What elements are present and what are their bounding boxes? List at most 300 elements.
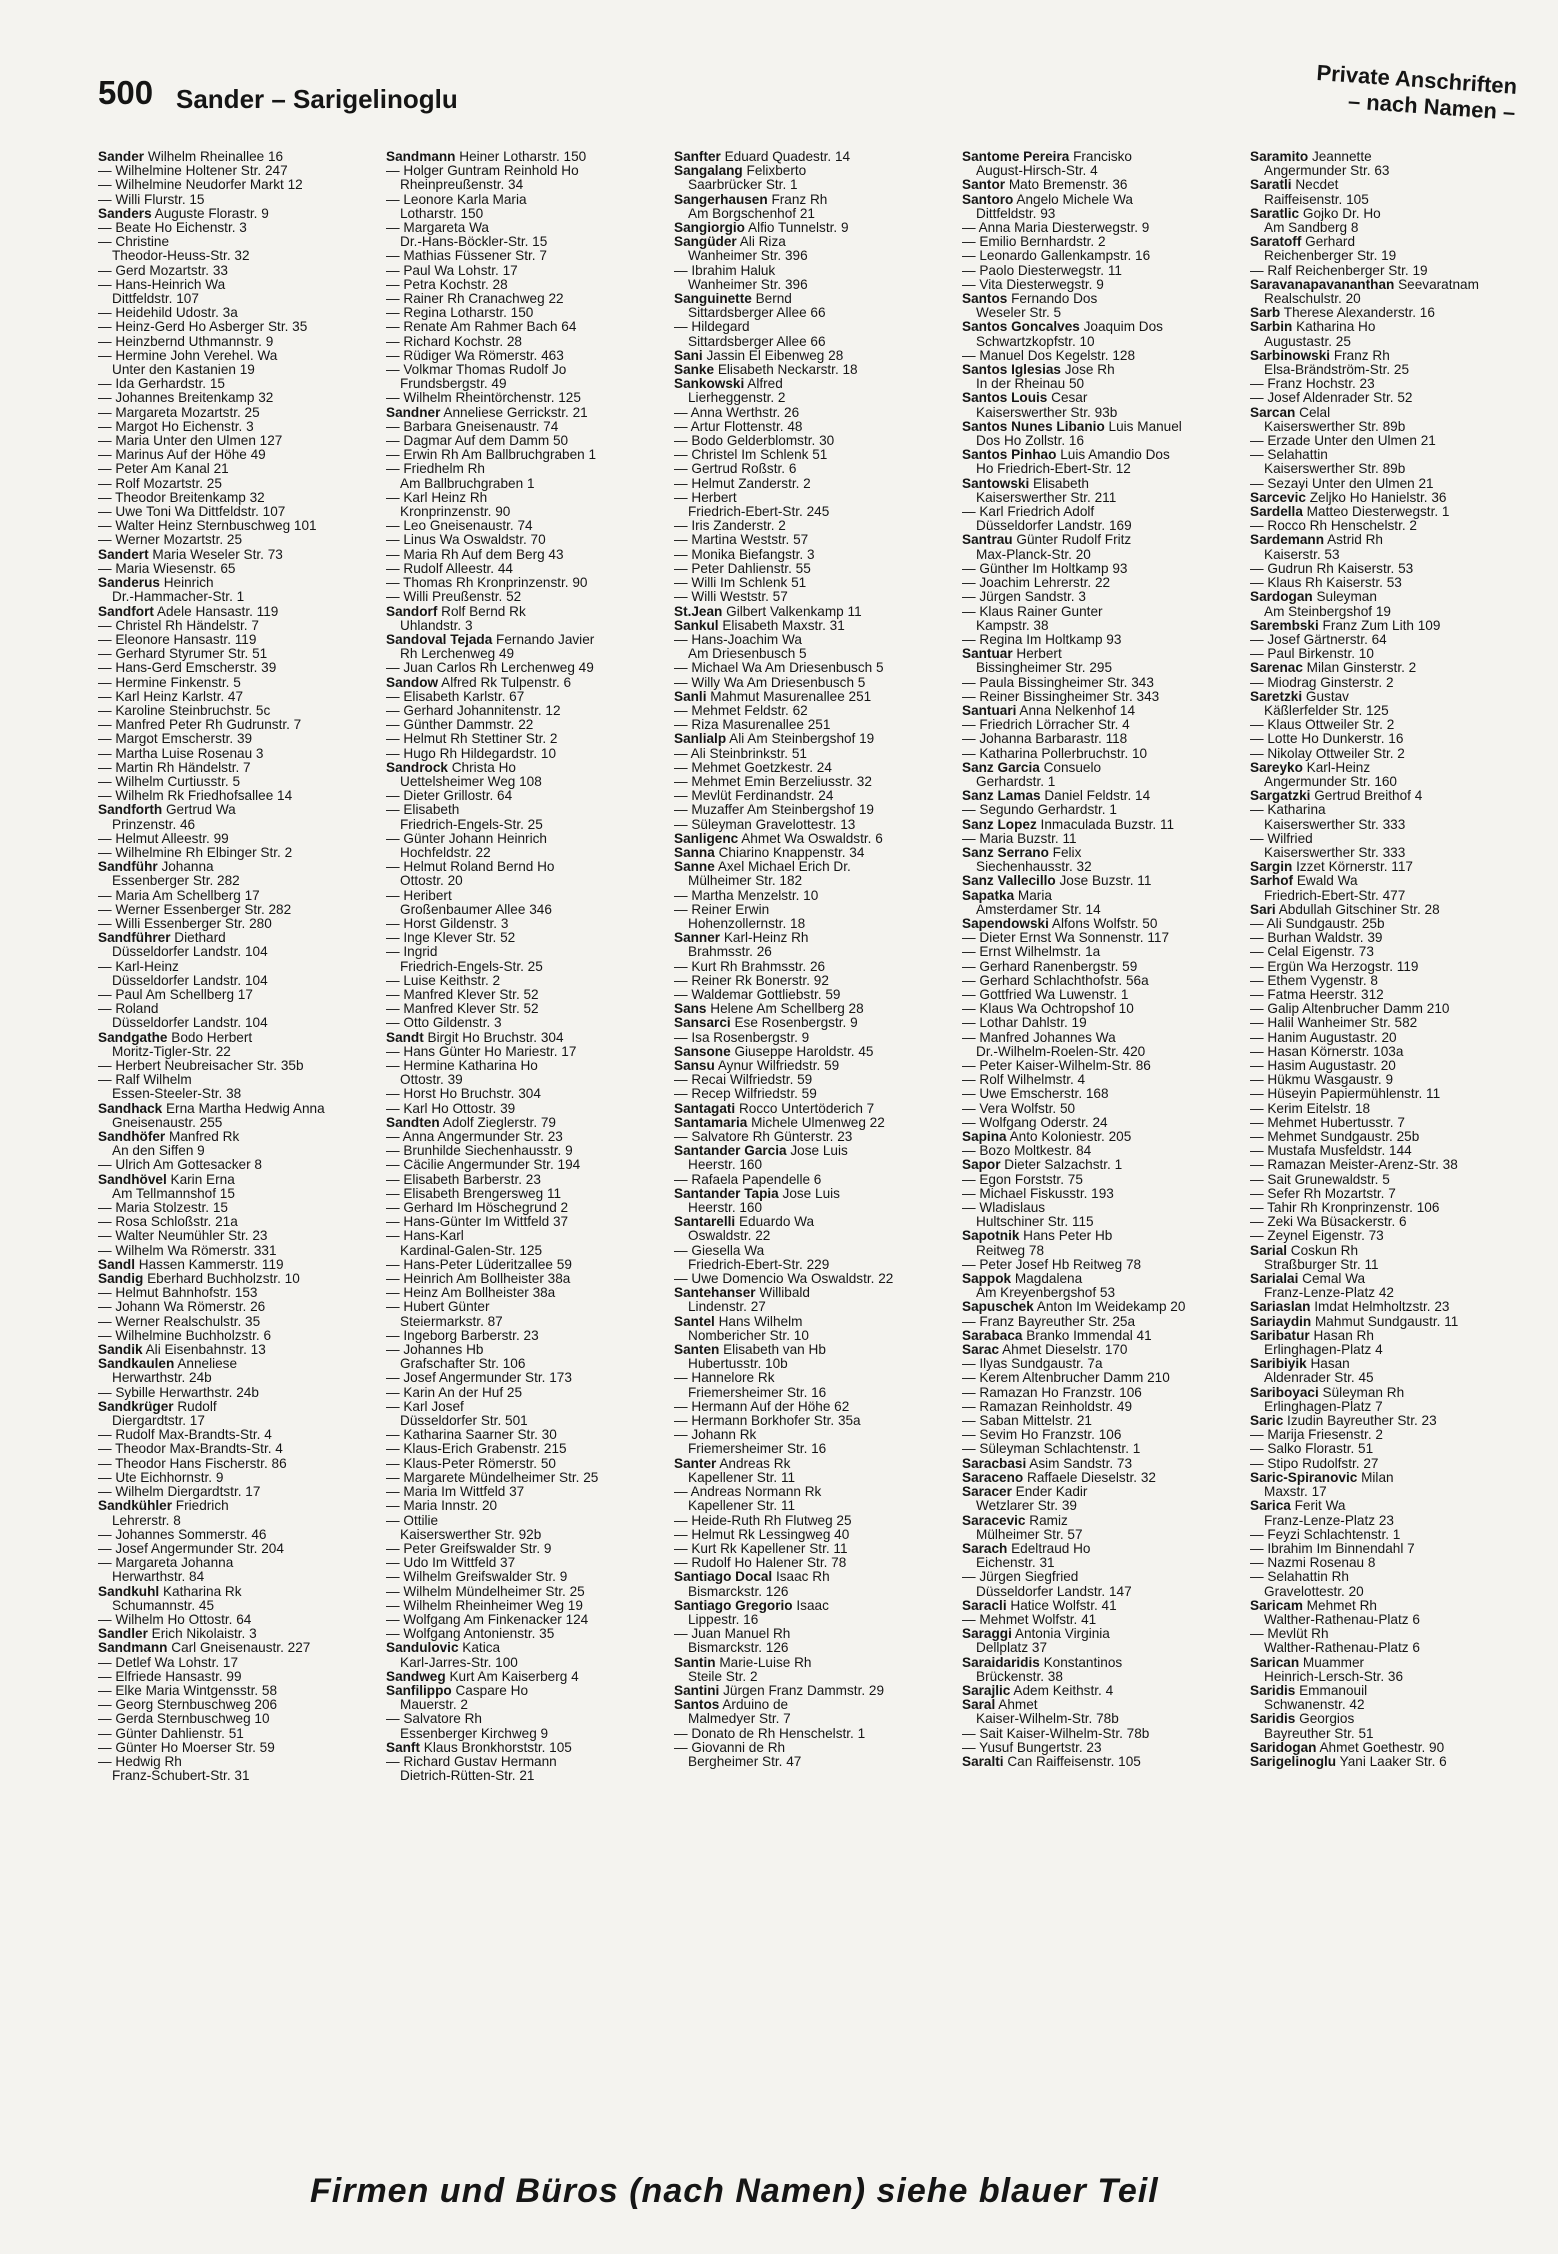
entry-surname: Sarajlic	[962, 1683, 1011, 1698]
directory-entry	[98, 1414, 376, 1428]
directory-entry	[962, 1457, 1240, 1471]
entry-text: Giuseppe Haroldstr. 45	[730, 1044, 874, 1059]
directory-entry	[98, 732, 376, 746]
entry-text: Mahmut Masurenallee 251	[706, 689, 872, 704]
entry-text: — Mevlüt Ferdinandstr. 24	[674, 789, 834, 804]
entry-text: — Volkmar Thomas Rudolf Jo	[386, 363, 567, 378]
entry-text: — Stipo Rudolfstr. 27	[1250, 1456, 1379, 1471]
directory-entry	[386, 1371, 664, 1385]
entry-text: — Paul Birkenstr. 10	[1250, 647, 1374, 662]
entry-surname: Sandulovic	[386, 1641, 459, 1656]
directory-entry	[386, 1599, 664, 1613]
entry-text: Siechenhausstr. 32	[976, 860, 1092, 875]
entry-surname: Saric-Spiranovic	[1250, 1470, 1358, 1485]
entry-surname: Sarica	[1250, 1499, 1291, 1514]
entry-text: Ali Am Steinbergshof 19	[726, 732, 875, 747]
directory-entry	[1250, 1755, 1528, 1769]
directory-entry	[98, 406, 376, 420]
directory-entry	[674, 221, 952, 235]
entry-text: — Theodor Max-Brandts-Str. 4	[98, 1442, 283, 1457]
entry-surname: Sandkaulen	[98, 1357, 175, 1372]
entry-text: — Manfred Johannes Wa	[962, 1030, 1116, 1045]
directory-entry	[674, 306, 952, 320]
entry-text: Grafschafter Str. 106	[400, 1357, 526, 1372]
entry-text: Düsseldorfer Landstr. 104	[112, 945, 268, 960]
entry-text: — Egon Forststr. 75	[962, 1172, 1083, 1187]
entry-text: Jassin El Eibenweg 28	[702, 348, 844, 363]
directory-entry	[962, 1187, 1240, 1201]
directory-entry	[674, 974, 952, 988]
directory-entry	[1250, 576, 1528, 590]
directory-entry	[98, 1073, 376, 1087]
entry-text: — Gudrun Rh Kaiserstr. 53	[1250, 561, 1414, 576]
entry-text: Andreas Rk	[716, 1456, 791, 1471]
directory-entry	[962, 548, 1240, 562]
entry-text: Brückenstr. 38	[976, 1669, 1063, 1684]
directory-entry	[386, 945, 664, 959]
entry-text: Düsseldorfer Landstr. 104	[112, 1016, 268, 1031]
directory-entry	[386, 1087, 664, 1101]
entry-text: — Ida Gerhardstr. 15	[98, 377, 225, 392]
entry-text: — Manuel Dos Kegelstr. 128	[962, 348, 1136, 363]
entry-text: — Heidehild Udostr. 3a	[98, 306, 238, 321]
entry-text: Hasan	[1306, 1357, 1350, 1372]
directory-entry	[674, 1002, 952, 1016]
entry-surname: St.Jean	[674, 604, 723, 619]
entry-text: Alfred Rk Tulpenstr. 6	[438, 675, 572, 690]
entry-text: — Wilhelm Ho Ottostr. 64	[98, 1612, 252, 1627]
entry-text: Daniel Feldstr. 14	[1040, 789, 1151, 804]
entry-text: Düsseldorfer Str. 501	[400, 1414, 528, 1429]
entry-text: Birgit Ho Bruchstr. 304	[423, 1030, 564, 1045]
directory-entry	[386, 548, 664, 562]
directory-entry	[386, 1059, 664, 1073]
entry-text: Luis Manuel	[1104, 419, 1182, 434]
directory-entry	[386, 1442, 664, 1456]
entry-text: — Wilhelm Greifswalder Str. 9	[386, 1570, 568, 1585]
entry-surname: Saribatur	[1250, 1328, 1310, 1343]
entry-text: — Klaus Rh Kaiserstr. 53	[1250, 576, 1402, 591]
directory-entry	[386, 1712, 664, 1726]
directory-entry	[1250, 1727, 1528, 1741]
entry-text: — Gerhard Ranenbergstr. 59	[962, 959, 1138, 974]
entry-text: Elisabeth Maxstr. 31	[718, 618, 845, 633]
entry-text: — Eleonore Hansastr. 119	[98, 632, 257, 647]
directory-entry	[962, 605, 1240, 619]
entry-text: — Christel Rh Händelstr. 7	[98, 618, 259, 633]
directory-entry	[1250, 1542, 1528, 1556]
entry-text: Essen-Steeler-Str. 38	[112, 1087, 242, 1102]
entry-surname: Sansu	[674, 1059, 715, 1073]
directory-entry	[1250, 818, 1528, 832]
directory-entry	[386, 576, 664, 590]
directory-entry	[386, 278, 664, 292]
entry-text: Diergardtstr. 17	[112, 1414, 205, 1429]
directory-entry	[962, 406, 1240, 420]
directory-entry	[98, 974, 376, 988]
directory-entry	[674, 1045, 952, 1059]
entry-text: — Reiner Rk Bonerstr. 92	[674, 973, 829, 988]
directory-entry	[962, 590, 1240, 604]
entry-text: Angelo Michele Wa	[1013, 192, 1133, 207]
entry-text: Angermunder Str. 63	[1264, 164, 1390, 179]
entry-text: — Johannes Breitenkamp 32	[98, 391, 274, 406]
entry-surname: Santos Louis	[962, 391, 1048, 406]
entry-text: Bernd	[751, 292, 792, 307]
directory-entry	[962, 235, 1240, 249]
entry-surname: Sandow	[386, 675, 439, 690]
entry-text: Chiarino Knappenstr. 34	[714, 845, 865, 860]
entry-text: — Helmut Rh Stettiner Str. 2	[386, 732, 558, 747]
directory-entry	[98, 249, 376, 263]
directory-entry	[1250, 462, 1528, 476]
entry-text: Aldenrader Str. 45	[1264, 1371, 1374, 1386]
directory-entry	[962, 960, 1240, 974]
entry-surname: Santen	[674, 1343, 720, 1358]
directory-entry	[98, 1187, 376, 1201]
directory-entry	[674, 1627, 952, 1641]
entry-text: Dietrich-Rütten-Str. 21	[400, 1769, 535, 1784]
directory-entry	[386, 988, 664, 1002]
entry-text: Branko Immendal 41	[1022, 1328, 1152, 1343]
entry-surname: Sanz Vallecillo	[962, 874, 1056, 889]
entry-surname: Santer	[674, 1456, 717, 1471]
directory-entry	[674, 278, 952, 292]
entry-text: Inmaculada Buzstr. 11	[1036, 817, 1175, 832]
directory-entry	[962, 477, 1240, 491]
entry-text: — Iris Zanderstr. 2	[674, 519, 786, 534]
entry-text: Muammer	[1299, 1655, 1365, 1670]
directory-entry	[674, 1371, 952, 1385]
entry-text: — Ottilie	[386, 1513, 439, 1528]
entry-text: Consuelo	[1039, 760, 1102, 775]
entry-text: — Tahir Rh Kronprinzenstr. 106	[1250, 1201, 1440, 1216]
entry-surname: Sapor	[962, 1158, 1001, 1173]
directory-entry	[674, 164, 952, 178]
entry-text: — Marija Friesenstr. 2	[1250, 1428, 1383, 1443]
entry-text: — Regina Lotharstr. 150	[386, 306, 534, 321]
directory-entry	[386, 1031, 664, 1045]
directory-entry	[962, 1613, 1240, 1627]
entry-text: — Hannelore Rk	[674, 1371, 775, 1386]
directory-entry	[1250, 860, 1528, 874]
directory-entry	[962, 1059, 1240, 1073]
directory-entry	[962, 320, 1240, 334]
entry-text: Erna Martha Hedwig Anna	[162, 1101, 325, 1116]
directory-entry	[674, 1755, 952, 1769]
entry-text: — Petra Kochstr. 28	[386, 277, 508, 292]
directory-entry	[98, 1300, 376, 1314]
entry-text: — Richard Kochstr. 28	[386, 334, 522, 349]
entry-text: — Willi Im Schlenk 51	[674, 576, 807, 591]
directory-entry	[1250, 1613, 1528, 1627]
directory-entry	[98, 1400, 376, 1414]
entry-text: — Heide-Ruth Rh Flutweg 25	[674, 1513, 852, 1528]
entry-surname: Saricam	[1250, 1598, 1303, 1613]
entry-text: — Recep Wilfriedstr. 59	[674, 1087, 817, 1102]
entry-text: — Ilyas Sundgaustr. 7a	[962, 1357, 1103, 1372]
entry-surname: Sarac	[962, 1343, 1000, 1358]
entry-text: — Gertrud Roßstr. 6	[674, 462, 797, 477]
directory-entry	[962, 1357, 1240, 1371]
entry-text: — Uwe Emscherstr. 168	[962, 1087, 1109, 1102]
directory-entry	[674, 1059, 952, 1073]
entry-surname: Sariboyaci	[1250, 1385, 1319, 1400]
directory-entry	[674, 1130, 952, 1144]
directory-entry	[674, 1499, 952, 1513]
directory-entry	[386, 1272, 664, 1286]
entry-text: Milan	[1357, 1470, 1394, 1485]
directory-entry	[674, 1244, 952, 1258]
entry-text: — Wladislaus	[962, 1201, 1046, 1216]
directory-entry	[386, 1357, 664, 1371]
entry-surname: Sandfort	[98, 604, 154, 619]
directory-entry	[1250, 1343, 1528, 1357]
entry-surname: Sarb	[1250, 306, 1281, 321]
section-label-line1: Private Anschriften	[1315, 59, 1518, 99]
entry-text: — Halil Wanheimer Str. 582	[1250, 1016, 1418, 1031]
entry-text: Moritz-Tigler-Str. 22	[112, 1044, 231, 1059]
entry-text: Lippestr. 16	[688, 1612, 759, 1627]
directory-entry	[674, 1570, 952, 1584]
directory-entry	[674, 1357, 952, 1371]
directory-entry	[674, 1073, 952, 1087]
entry-text: Gertrud Wa	[162, 803, 236, 818]
directory-entry	[386, 1258, 664, 1272]
entry-text: — Reiner Bissingheimer Str. 343	[962, 689, 1160, 704]
entry-text: Hasan Rh	[1309, 1328, 1374, 1343]
directory-entry	[1250, 391, 1528, 405]
directory-entry	[98, 931, 376, 945]
entry-text: — Rudolf Alleestr. 44	[386, 561, 513, 576]
entry-text: — Dieter Grillostr. 64	[386, 789, 513, 804]
entry-text: Kardinal-Galen-Str. 125	[400, 1243, 543, 1258]
entry-text: Klaus Bronkhorststr. 105	[419, 1740, 572, 1755]
directory-entry	[1250, 150, 1528, 164]
directory-entry	[674, 1428, 952, 1442]
entry-text: Erich Nikolaistr. 3	[147, 1627, 257, 1642]
entry-text: — Uwe Domencio Wa Oswaldstr. 22	[674, 1272, 894, 1287]
directory-entry	[674, 619, 952, 633]
directory-entry	[962, 249, 1240, 263]
directory-entry	[674, 576, 952, 590]
entry-surname: Saratlic	[1250, 206, 1300, 221]
entry-surname: Saraceno	[962, 1470, 1024, 1485]
entry-text: Izudin Bayreuther Str. 23	[1283, 1414, 1437, 1429]
entry-text: — Waldemar Gottliebstr. 59	[674, 987, 841, 1002]
directory-entry	[1250, 1428, 1528, 1442]
entry-text: Jose Rh	[1060, 363, 1115, 378]
directory-entry	[962, 1002, 1240, 1016]
entry-text: Malmedyer Str. 7	[688, 1712, 791, 1727]
directory-entry	[386, 349, 664, 363]
directory-entry	[962, 633, 1240, 647]
entry-text: Maria	[1014, 888, 1052, 903]
directory-entry	[962, 363, 1240, 377]
entry-text: — Martin Rh Händelstr. 7	[98, 760, 251, 775]
entry-text: Mato Bremenstr. 36	[1005, 178, 1128, 193]
directory-entry	[386, 391, 664, 405]
directory-entry	[98, 1428, 376, 1442]
entry-text: — Ramazan Meister-Arenz-Str. 38	[1250, 1158, 1458, 1173]
entry-text: Luis Amandio Dos	[1056, 448, 1170, 463]
directory-column-1	[98, 150, 386, 2135]
entry-text: Suleyman	[1312, 590, 1377, 605]
entry-text: — Rüdiger Wa Römerstr. 463	[386, 348, 564, 363]
directory-entry	[674, 590, 952, 604]
directory-entry	[386, 1073, 664, 1087]
entry-text: — Richard Gustav Hermann	[386, 1754, 557, 1769]
directory-entry	[674, 775, 952, 789]
directory-entry	[386, 1670, 664, 1684]
directory-entry	[1250, 732, 1528, 746]
directory-entry	[386, 1414, 664, 1428]
entry-surname: Sanli	[674, 689, 707, 704]
entry-surname: Sandkühler	[98, 1499, 173, 1514]
directory-entry	[674, 846, 952, 860]
directory-entry	[674, 633, 952, 647]
entry-text: — Gerhard Im Höschegrund 2	[386, 1201, 569, 1216]
entry-text: Hans Peter Hb	[1019, 1229, 1113, 1244]
entry-surname: Santos Nunes Libanio	[962, 419, 1105, 434]
section-label-line2: – nach Namen –	[1347, 88, 1517, 125]
entry-text: Am Sandberg 8	[1264, 221, 1359, 236]
entry-text: Sittardsberger Allee 66	[688, 334, 826, 349]
directory-entry	[98, 590, 376, 604]
entry-surname: Sankowski	[674, 377, 745, 392]
directory-entry	[962, 945, 1240, 959]
entry-text: — Mustafa Musfeldstr. 144	[1250, 1144, 1412, 1159]
directory-entry	[674, 434, 952, 448]
entry-text: — Margot Emscherstr. 39	[98, 732, 253, 747]
directory-entry	[962, 1130, 1240, 1144]
directory-entry	[386, 1585, 664, 1599]
section-label	[1314, 60, 1518, 126]
entry-text: Emmanouil	[1295, 1683, 1368, 1698]
directory-entry	[98, 1130, 376, 1144]
directory-entry	[98, 576, 376, 590]
entry-text: Maxstr. 17	[1264, 1485, 1327, 1500]
entry-text: Konstantinos	[1039, 1655, 1123, 1670]
entry-text: — Ralf Reichenberger Str. 19	[1250, 263, 1428, 278]
directory-entry	[1250, 1087, 1528, 1101]
entry-surname: Saralti	[962, 1754, 1004, 1769]
entry-surname: Sanke	[674, 363, 715, 378]
entry-text: Am Tellmannshof 15	[112, 1186, 235, 1201]
entry-text: — Hermine John Verehel. Wa	[98, 348, 278, 363]
entry-text: — Katharina	[1250, 803, 1326, 818]
directory-entry	[1250, 1272, 1528, 1286]
entry-text: — Wolfgang Am Finkenacker 124	[386, 1612, 589, 1627]
entry-text: — Lothar Dahlstr. 19	[962, 1016, 1087, 1031]
directory-entry	[962, 1201, 1240, 1215]
entry-text: Ottostr. 20	[400, 874, 463, 889]
entry-text: Heiner Lotharstr. 150	[455, 150, 587, 164]
entry-text: — Andreas Normann Rk	[674, 1485, 822, 1500]
directory-entry	[962, 178, 1240, 192]
directory-entry	[962, 1116, 1240, 1130]
directory-entry	[962, 860, 1240, 874]
entry-text: — Hubert Günter	[386, 1300, 490, 1315]
entry-text: — Hans-Joachim Wa	[674, 632, 802, 647]
entry-text: Franz Rh	[1330, 348, 1390, 363]
entry-text: — Sait Kaiser-Wilhelm-Str. 78b	[962, 1726, 1150, 1741]
directory-entry	[98, 1741, 376, 1755]
entry-text: — Karl Heinz Karlstr. 47	[98, 689, 244, 704]
entry-text: Gilbert Valkenkamp 11	[722, 604, 862, 619]
entry-text: Brahmsstr. 26	[688, 945, 772, 960]
directory-entry	[386, 292, 664, 306]
entry-text: Heinrich-Lersch-Str. 36	[1264, 1669, 1404, 1684]
entry-text: — Hans-Karl	[386, 1229, 464, 1244]
directory-entry	[962, 150, 1240, 164]
entry-text: Adolf Zieglerstr. 79	[439, 1115, 556, 1130]
entry-text: Hohenzollernstr. 18	[688, 916, 806, 931]
entry-text: Anneliese	[174, 1357, 238, 1372]
entry-text: Anto Koloniestr. 205	[1006, 1130, 1132, 1145]
entry-text: — Joachim Lehrerstr. 22	[962, 576, 1111, 591]
entry-text: Lotharstr. 150	[400, 206, 484, 221]
directory-entry	[674, 818, 952, 832]
directory-entry	[1250, 974, 1528, 988]
entry-text: — Wolfgang Antonienstr. 35	[386, 1627, 555, 1642]
entry-text: — Salko Florastr. 51	[1250, 1442, 1374, 1457]
entry-surname: Sansone	[674, 1044, 731, 1059]
entry-text: — Gerhard Schlachthofstr. 56a	[962, 973, 1149, 988]
entry-text: — Ali Steinbrinkstr. 51	[674, 746, 807, 761]
directory-entry	[674, 363, 952, 377]
directory-entry	[962, 1485, 1240, 1499]
directory-entry	[1250, 519, 1528, 533]
directory-entry	[1250, 1258, 1528, 1272]
directory-entry	[674, 1712, 952, 1726]
directory-entry	[98, 676, 376, 690]
directory-entry	[1250, 349, 1528, 363]
entry-text: — Recai Wilfriedstr. 59	[674, 1073, 813, 1088]
entry-text: Kronprinzenstr. 90	[400, 505, 511, 520]
directory-entry	[674, 1329, 952, 1343]
entry-text: — Helmut Alleestr. 99	[98, 831, 229, 846]
entry-text: — Sybille Herwarthstr. 24b	[98, 1385, 259, 1400]
directory-entry	[674, 249, 952, 263]
directory-entry	[98, 1002, 376, 1016]
directory-entry	[1250, 590, 1528, 604]
directory-entry	[1250, 1031, 1528, 1045]
directory-entry	[386, 249, 664, 263]
entry-surname: Sarican	[1250, 1655, 1300, 1670]
directory-entry	[386, 207, 664, 221]
directory-entry	[674, 1229, 952, 1243]
entry-text: — Mehmet Goetzkestr. 24	[674, 760, 832, 775]
directory-entry	[674, 917, 952, 931]
entry-text: Rudolf	[173, 1399, 217, 1414]
entry-text: Düsseldorfer Landstr. 169	[976, 519, 1132, 534]
directory-entry	[98, 1485, 376, 1499]
entry-text: Jeannette	[1308, 150, 1372, 164]
directory-entry	[386, 235, 664, 249]
directory-entry	[962, 1087, 1240, 1101]
entry-text: — Katharina Pollerbruchstr. 10	[962, 746, 1148, 761]
directory-entry	[674, 832, 952, 846]
entry-text: Düsseldorfer Landstr. 104	[112, 973, 268, 988]
entry-text: Ewald Wa	[1293, 874, 1358, 889]
entry-text: — Muzaffer Am Steinbergshof 19	[674, 803, 874, 818]
entry-surname: Sandführ	[98, 860, 158, 875]
directory-entry	[674, 292, 952, 306]
directory-entry	[1250, 945, 1528, 959]
entry-text: — Hermann Auf der Höhe 62	[674, 1399, 850, 1414]
entry-text: Steiermarkstr. 87	[400, 1314, 503, 1329]
